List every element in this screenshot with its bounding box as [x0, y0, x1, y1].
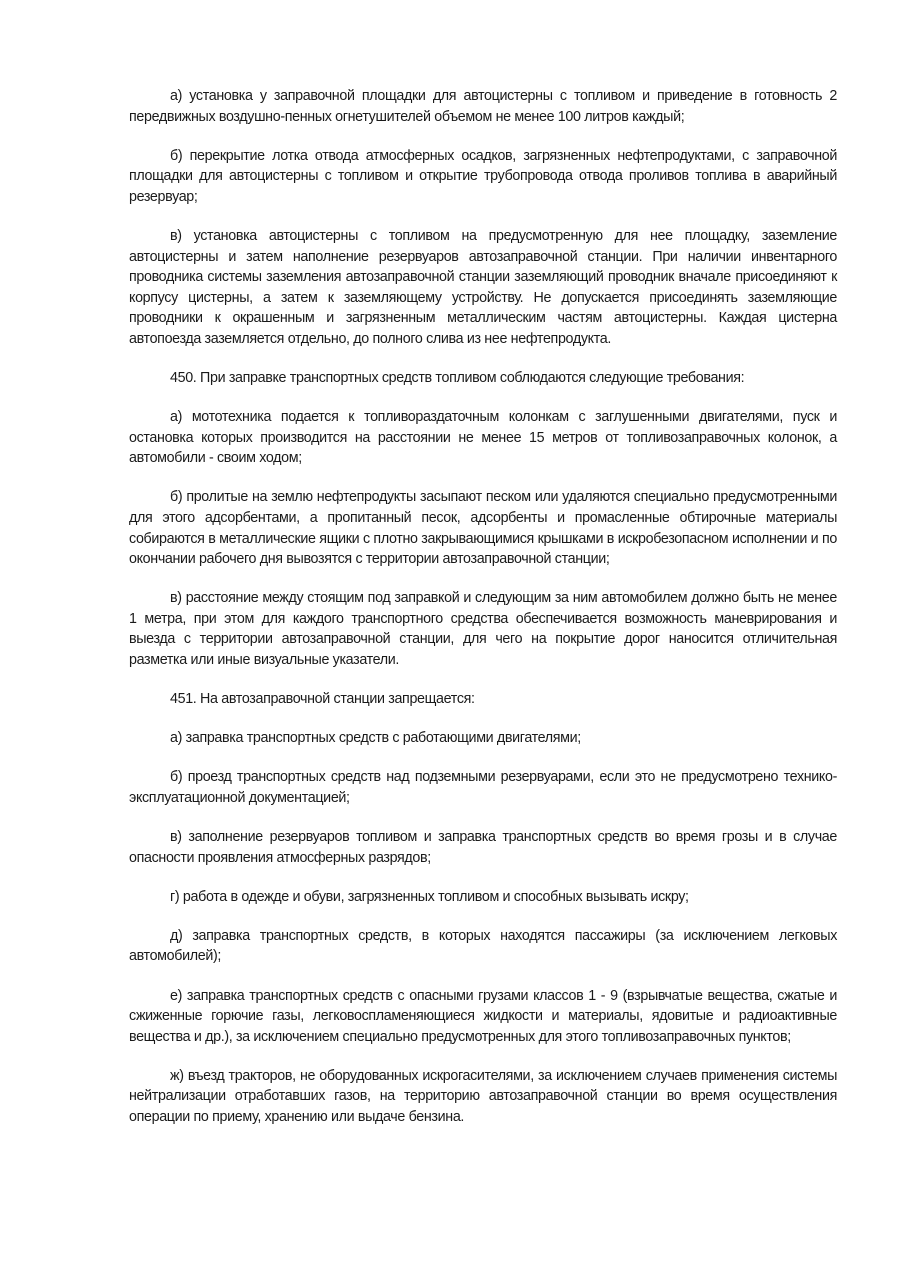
clause-450-b: б) пролитые на землю нефтепродукты засыпают песком или удаляются специально предусмотренными для этого адсорбентами, а пропитанный песок, адсорбенты и промасленные обтирочные материалы собираются в металлические ящики с плотно закрывающимися крышками в искробезопасном исполнении и по окончании рабочего дня вывозятся с территории автозаправочной станции;: [129, 489, 837, 568]
clause-449-v: в) установка автоцистерны с топливом на предусмотренную для нее площадку, заземление автоцистерны и затем наполнение резервуаров автозаправочной станции. При наличии инвентарного проводника системы заземления автозаправочной станции заземляющий проводник вначале присоединяют к корпусу цистерны, а затем к заземляющему устройству. Не допускается присоединять заземляющие проводники к окрашенным и загрязненным металлическим частям автоцистерны. Каждая цистерна автопоезда заземляется отдельно, до полного слива из нее нефтепродукта.: [129, 227, 837, 347]
clause-449-b: б) перекрытие лотка отвода атмосферных осадков, загрязненных нефтепродуктами, с заправочной площадки для автоцистерны с топливом и открытие трубопровода отвода проливов топлива в аварийный резервуар;: [129, 147, 837, 205]
clause-451-b: б) проезд транспортных средств над подземными резервуарами, если это не предусмотрено технико-эксплуатационной документацией;: [129, 769, 837, 806]
clause-451-d: д) заправка транспортных средств, в которых находятся пассажиры (за исключением легковых автомобилей);: [129, 927, 837, 965]
clause-449-a: а) установка у заправочной площадки для автоцистерны с топливом и приведение в готовность 2 передвижных воздушно-пенных огнетушителей объемом не менее 100 литров каждый;: [129, 88, 837, 125]
clause-451-heading: 451. На автозаправочной станции запрещается:: [170, 691, 475, 708]
clause-451-v: в) заполнение резервуаров топливом и заправка транспортных средств во время грозы и в случае опасности проявления атмосферных разрядов;: [129, 829, 837, 866]
clause-451-a: а) заправка транспортных средств с работающими двигателями;: [170, 730, 581, 747]
clause-451-g: г) работа в одежде и обуви, загрязненных топливом и способных вызывать искру;: [170, 888, 689, 905]
clause-451-zh: ж) въезд тракторов, не оборудованных искрогасителями, за исключением случаев применения системы нейтрализации отработавших газов, на территорию автозаправочной станции во время осуществления операции по приему, хранению или выдаче бензина.: [129, 1067, 837, 1125]
clause-450-heading: 450. При заправке транспортных средств топливом соблюдаются следующие требования:: [170, 370, 745, 387]
clause-451-e: е) заправка транспортных средств с опасными грузами классов 1 - 9 (взрывчатые вещества, сжатые и сжиженные горючие газы, легковоспламеняющиеся жидкости и материалы, ядовитые и радиоактивные вещества и др.), за исключением специально предусмотренных для этого топливозаправочных пунктов;: [129, 987, 837, 1045]
document-page: [129, 86, 837, 1146]
clause-450-v: в) расстояние между стоящим под заправкой и следующим за ним автомобилем должно быть не менее 1 метра, при этом для каждого транспортного средства обеспечивается возможность маневрирования и выезда с территории автозаправочной станции, для чего на покрытие дорог наносится отличительная разметка или иные визуальные указатели.: [129, 590, 837, 669]
clause-450-a: а) мототехника подается к топливораздаточным колонкам с заглушенными двигателями, пуск и остановка которых производится на расстоянии не менее 15 метров от топливозаправочных колонок, а автомобили - своим ходом;: [129, 409, 837, 467]
